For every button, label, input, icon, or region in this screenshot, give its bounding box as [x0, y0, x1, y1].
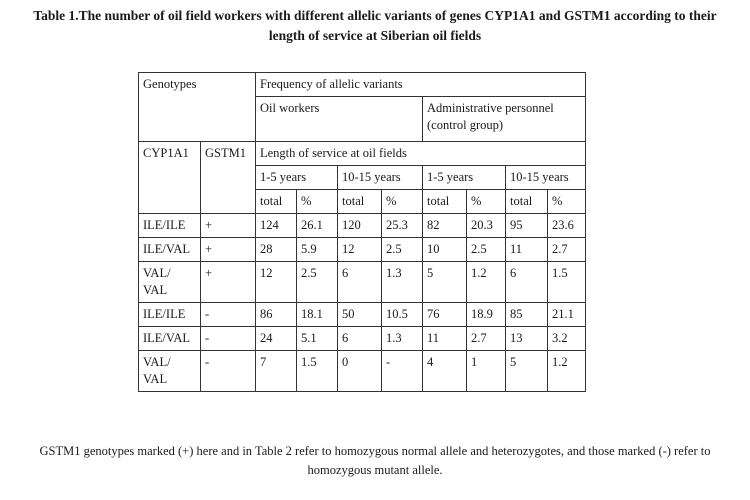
percent-header: % — [548, 190, 586, 214]
total-cell: 13 — [506, 327, 548, 351]
total-cell: 6 — [338, 327, 382, 351]
total-header: total — [256, 190, 297, 214]
percent-header: % — [382, 190, 423, 214]
table-row — [139, 303, 586, 327]
total-cell: 11 — [506, 238, 548, 262]
total-cell: 82 — [423, 214, 467, 238]
gstm1-genotype-cell: - — [201, 351, 256, 392]
total-cell: 4 — [423, 351, 467, 392]
percent-cell: 18.9 — [467, 303, 506, 327]
cyp1a1-header: CYP1A1 — [139, 142, 201, 214]
admin-1-5-years-header: 1-5 years — [423, 166, 506, 190]
oil-workers-header: Oil workers — [256, 97, 423, 142]
total-header: total — [423, 190, 467, 214]
total-header: total — [338, 190, 382, 214]
total-cell: 85 — [506, 303, 548, 327]
total-cell: 24 — [256, 327, 297, 351]
percent-header: % — [467, 190, 506, 214]
percent-cell: 2.5 — [297, 262, 338, 303]
gstm1-genotype-cell: - — [201, 303, 256, 327]
percent-cell: 1.3 — [382, 327, 423, 351]
percent-cell: 2.7 — [548, 238, 586, 262]
percent-cell: 2.5 — [467, 238, 506, 262]
admin-personnel-header: Administrative personnel (control group) — [423, 97, 586, 142]
percent-cell: 1 — [467, 351, 506, 392]
gstm1-genotype-cell: - — [201, 327, 256, 351]
percent-cell: 1.5 — [297, 351, 338, 392]
total-cell: 11 — [423, 327, 467, 351]
gstm1-genotype-cell: + — [201, 214, 256, 238]
table-row — [139, 351, 586, 392]
total-cell: 50 — [338, 303, 382, 327]
total-cell: 95 — [506, 214, 548, 238]
table-row — [139, 327, 586, 351]
percent-cell: 21.1 — [548, 303, 586, 327]
cyp1a1-genotype-cell: ILE/VAL — [139, 327, 201, 351]
total-cell: 120 — [338, 214, 382, 238]
table-row — [139, 262, 586, 303]
percent-cell: 3.2 — [548, 327, 586, 351]
total-cell: 10 — [423, 238, 467, 262]
percent-cell: - — [382, 351, 423, 392]
percent-cell: 25.3 — [382, 214, 423, 238]
total-cell: 76 — [423, 303, 467, 327]
total-cell: 86 — [256, 303, 297, 327]
percent-cell: 18.1 — [297, 303, 338, 327]
frequency-header: Frequency of allelic variants — [256, 73, 586, 97]
cyp1a1-genotype-cell: ILE/ILE — [139, 303, 201, 327]
table-footnote: GSTM1 genotypes marked (+) here and in Table 2 refer to homozygous normal allele and heterozygotes, and those marked (-) refer to homozygous mutant allele. — [39, 444, 711, 477]
percent-cell: 1.5 — [548, 262, 586, 303]
total-cell: 5 — [423, 262, 467, 303]
genotypes-header: Genotypes — [139, 73, 256, 142]
total-cell: 28 — [256, 238, 297, 262]
table-row — [139, 214, 586, 238]
total-cell: 5 — [506, 351, 548, 392]
gstm1-header: GSTM1 — [201, 142, 256, 214]
cyp1a1-genotype-cell: VAL/ VAL — [139, 351, 201, 392]
header-row-3 — [139, 142, 586, 166]
table-caption: Table 1.The number of oil field workers with different allelic variants of genes CYP1A1 and GSTM1 according to their length of service at Siberian oil fields — [33, 8, 717, 43]
length-of-service-header: Length of service at oil fields — [256, 142, 586, 166]
percent-cell: 2.7 — [467, 327, 506, 351]
total-header: total — [506, 190, 548, 214]
gstm1-genotype-cell: + — [201, 238, 256, 262]
cyp1a1-genotype-cell: ILE/ILE — [139, 214, 201, 238]
oil-10-15-years-header: 10-15 years — [338, 166, 423, 190]
total-cell: 6 — [506, 262, 548, 303]
percent-cell: 1.3 — [382, 262, 423, 303]
percent-cell: 1.2 — [548, 351, 586, 392]
admin-10-15-years-header: 10-15 years — [506, 166, 586, 190]
percent-cell: 20.3 — [467, 214, 506, 238]
oil-1-5-years-header: 1-5 years — [256, 166, 338, 190]
gstm1-genotype-cell: + — [201, 262, 256, 303]
percent-cell: 23.6 — [548, 214, 586, 238]
cyp1a1-genotype-cell: ILE/VAL — [139, 238, 201, 262]
total-cell: 124 — [256, 214, 297, 238]
total-cell: 7 — [256, 351, 297, 392]
percent-cell: 10.5 — [382, 303, 423, 327]
table-row — [139, 238, 586, 262]
total-cell: 12 — [338, 238, 382, 262]
percent-cell: 5.9 — [297, 238, 338, 262]
percent-header: % — [297, 190, 338, 214]
header-row-1 — [139, 73, 586, 97]
total-cell: 6 — [338, 262, 382, 303]
percent-cell: 5.1 — [297, 327, 338, 351]
allelic-variants-table — [138, 72, 586, 392]
percent-cell: 2.5 — [382, 238, 423, 262]
percent-cell: 1.2 — [467, 262, 506, 303]
cyp1a1-genotype-cell: VAL/ VAL — [139, 262, 201, 303]
percent-cell: 26.1 — [297, 214, 338, 238]
total-cell: 0 — [338, 351, 382, 392]
total-cell: 12 — [256, 262, 297, 303]
